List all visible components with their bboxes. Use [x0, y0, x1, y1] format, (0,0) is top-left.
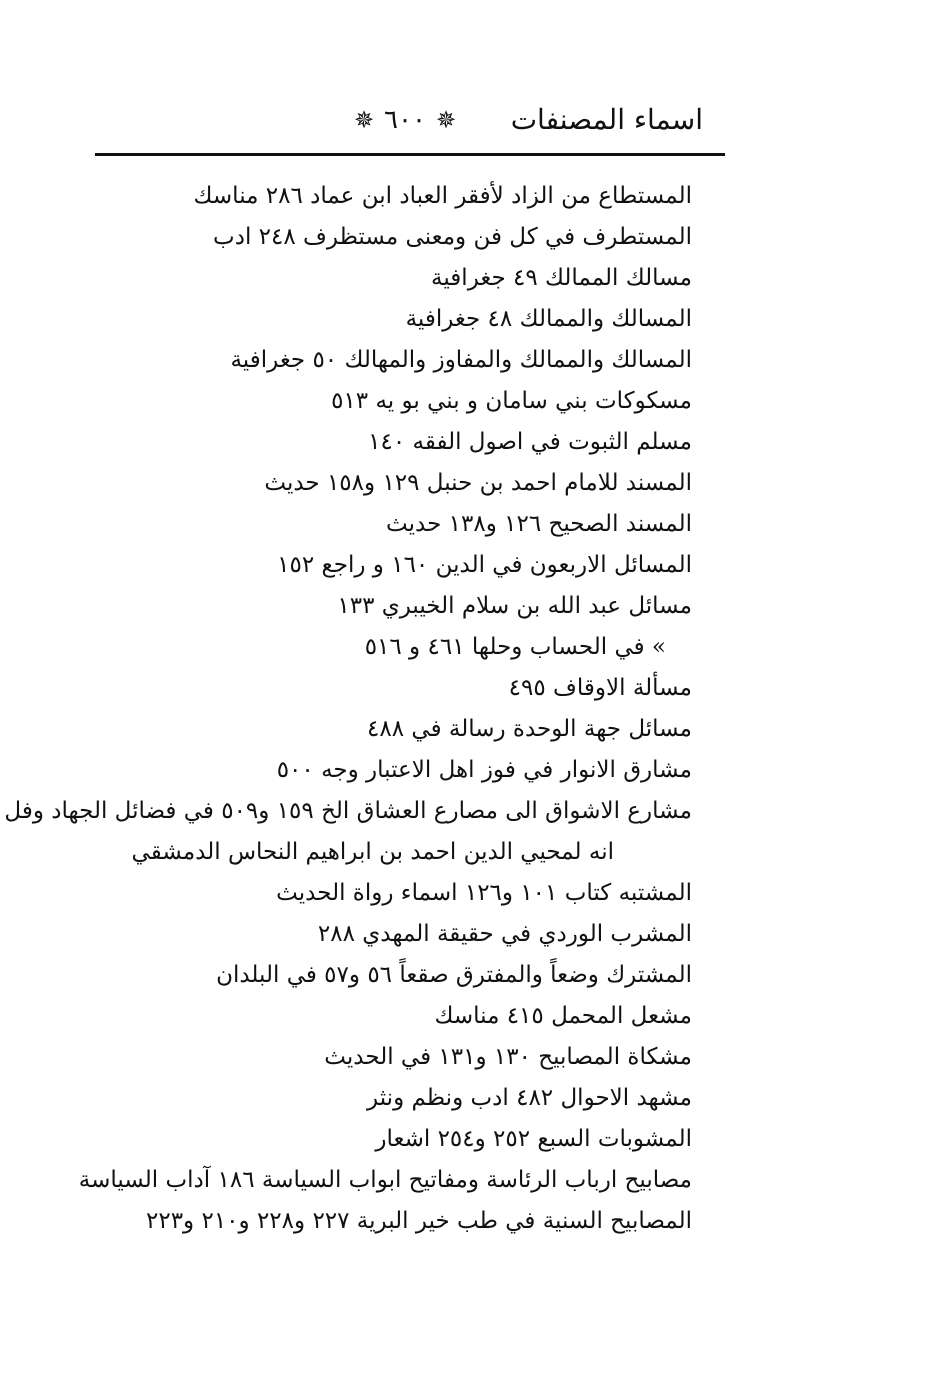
index-entry: مشعل المحمل ٤١٥ مناسك — [434, 1003, 692, 1029]
star-ornament-icon: ✵ — [353, 106, 375, 134]
index-entry: المشرب الوردي في حقيقة المهدي ٢٨٨ — [317, 921, 692, 947]
index-entry: مسكوكات بني سامان و بني بو يه ٥١٣ — [331, 388, 692, 414]
header-divider — [95, 153, 725, 156]
index-entry: مصابيح ارباب الرئاسة ومفاتيح ابواب السياسة ١٨٦ آداب السياسة — [78, 1167, 692, 1193]
index-entry: مسألة الاوقاف ٤٩٥ — [508, 675, 692, 701]
index-entry: المشوبات السبع ٢٥٢ و٢٥٤ اشعار — [375, 1126, 692, 1152]
index-entry: المشترك وضعاً والمفترق صقعاً ٥٦ و٥٧ في البلدان — [216, 962, 692, 988]
index-entry: المصابيح السنية في طب خير البرية ٢٢٧ و٢٢٨ و٢١٠ و٢٢٣ — [145, 1208, 692, 1234]
index-entry: المسند للامام احمد بن حنبل ١٢٩ و١٥٨ حديث — [264, 470, 692, 496]
page-number: ٦٠٠ — [384, 105, 426, 135]
index-entries-list — [4, 176, 692, 1242]
index-entry: المسائل الاربعون في الدين ١٦٠ و راجع ١٥٢ — [277, 552, 692, 578]
index-entry: المستطرف في كل فن ومعنى مستظرف ٢٤٨ ادب — [213, 224, 692, 250]
index-entry: مسائل جهة الوحدة رسالة في ٤٨٨ — [367, 716, 692, 742]
index-entry: مشكاة المصابيح ١٣٠ و١٣١ في الحديث — [324, 1044, 692, 1070]
index-entry: المستطاع من الزاد لأفقر العباد ابن عماد ٢٨٦ مناسك — [193, 183, 692, 209]
index-entry: مشارع الاشواق الى مصارع العشاق الخ ١٥٩ و٥٠٩ في فضائل الجهاد وفل — [4, 798, 692, 824]
index-entry: مشهد الاحوال ٤٨٢ ادب ونظم ونثر — [367, 1085, 692, 1111]
index-entry: مسلم الثبوت في اصول الفقه ١٤٠ — [368, 429, 692, 455]
index-entry: المسالك والممالك والمفاوز والمهالك ٥٠ جغرافية — [230, 347, 692, 373]
index-entry-ditto: » في الحساب وحلها ٤٦١ و ٥١٦ — [364, 634, 666, 660]
index-entry: مشارق الانوار في فوز اهل الاعتبار وجه ٥٠٠ — [276, 757, 692, 783]
index-entry: المسند الصحيح ١٢٦ و١٣٨ حديث — [386, 511, 692, 537]
running-title: اسماء المصنفات — [510, 103, 703, 136]
index-entry-continuation: انه لمحيي الدين احمد بن ابراهيم النحاس الدمشقي — [131, 839, 614, 865]
index-entry: المسالك والممالك ٤٨ جغرافية — [405, 306, 692, 332]
index-entry: مسائل عبد الله بن سلام الخيبري ١٣٣ — [337, 593, 692, 619]
index-entry: المشتبه كتاب ١٠١ و١٢٦ اسماء رواة الحديث — [276, 880, 692, 906]
star-ornament-icon: ✵ — [435, 106, 457, 134]
index-entry: مسالك الممالك ٤٩ جغرافية — [431, 265, 692, 291]
page-number-block — [340, 98, 470, 142]
page-header — [95, 92, 725, 148]
